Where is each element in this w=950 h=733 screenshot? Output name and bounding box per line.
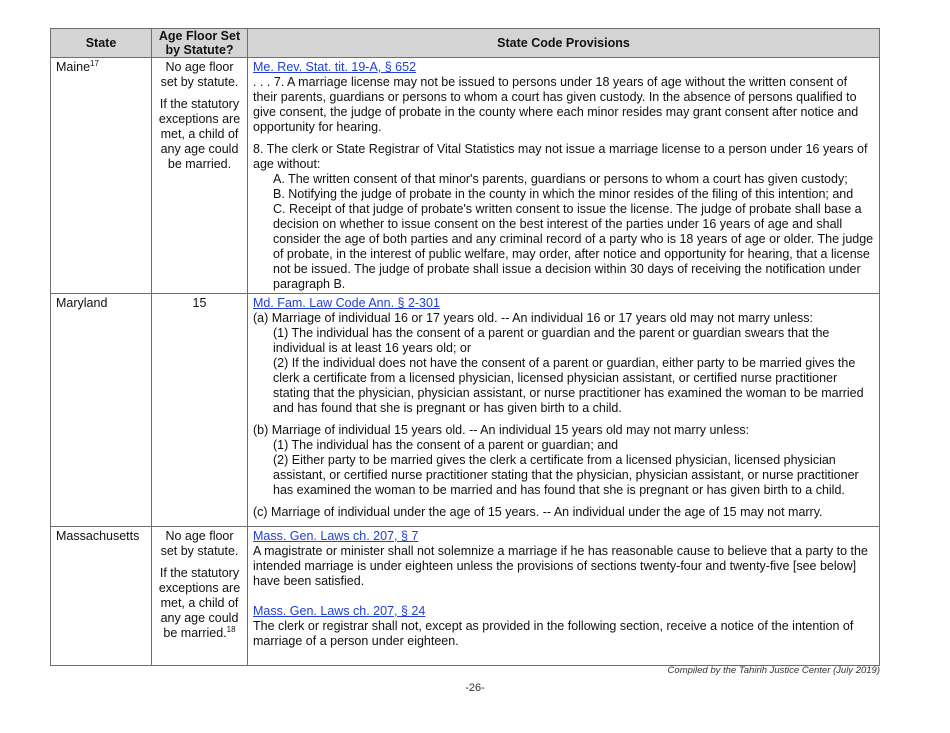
age-floor-exception bbox=[157, 566, 242, 641]
age-floor-exception-text: If the statutory exceptions are met, a child of any age could be married. bbox=[158, 566, 241, 640]
state-cell-massachusetts bbox=[51, 527, 152, 666]
provision-subparagraph: B. Notifying the judge of probate in the county in which the minor resides of the filing of this intention; and bbox=[273, 187, 854, 201]
state-cell-maryland bbox=[51, 294, 152, 527]
table-row-maryland bbox=[51, 294, 880, 527]
age-floor-text: No age floor set by statute. bbox=[160, 60, 239, 89]
provision-paragraph: The clerk or registrar shall not, except as provided in the following section, receive a notice of the intention of marriage of a person under eighteen. bbox=[253, 619, 854, 648]
provision-subparagraph: A. The written consent of that minor's parents, guardians or persons to whom a court has given custody; bbox=[273, 172, 848, 186]
statute-link[interactable]: Mass. Gen. Laws ch. 207, § 24 bbox=[253, 604, 426, 618]
compiled-by-note: Compiled by the Tahirih Justice Center (July 2019) bbox=[667, 665, 880, 676]
age-floor-text: No age floor set by statute. bbox=[160, 529, 239, 558]
statute-link[interactable]: Me. Rev. Stat. tit. 19-A, § 652 bbox=[253, 60, 417, 74]
provision-paragraph: (b) Marriage of individual 15 years old. -- An individual 15 years old may not marry unless: bbox=[253, 423, 750, 437]
age-floor-exception: If the statutory exceptions are met, a child of any age could be married. bbox=[158, 97, 241, 171]
provision-paragraph: A magistrate or minister shall not solemnize a marriage if he has reasonable cause to believe that a party to the intended marriage is under eighteen unless the provisions of sections twenty-four and twenty-five [see below] have been satisfied. bbox=[253, 544, 868, 588]
state-name: Massachusetts bbox=[56, 529, 140, 543]
page-number: -26- bbox=[465, 682, 485, 694]
state-law-table bbox=[50, 28, 880, 666]
state-name: Maine bbox=[56, 60, 91, 74]
provision-subparagraph: (2) If the individual does not have the consent of a parent or guardian, either party to be married gives the clerk a certificate from a licensed physician, licensed physician assistant, or certified nurse practitioner stating that the physician, physician assistant, or nurse practitioner has examined the woman to be married and has found that she is pregnant or has given birth to a child. bbox=[273, 356, 864, 415]
provisions-cell-maine bbox=[248, 58, 880, 294]
header-provisions: State Code Provisions bbox=[248, 29, 880, 58]
footnote-ref[interactable]: 18 bbox=[226, 624, 236, 634]
age-floor-cell-maryland bbox=[152, 294, 248, 527]
table-header-row bbox=[51, 29, 880, 58]
table-row-massachusetts bbox=[51, 527, 880, 666]
age-floor-cell-maine bbox=[152, 58, 248, 294]
header-age-floor: Age Floor Set by Statute? bbox=[152, 29, 248, 58]
state-name: Maryland bbox=[56, 296, 108, 310]
provision-paragraph: (a) Marriage of individual 16 or 17 years old. -- An individual 16 or 17 years old may not marry unless: bbox=[253, 311, 813, 325]
provisions-cell-maryland bbox=[248, 294, 880, 527]
provision-subparagraph: (1) The individual has the consent of a parent or guardian and the parent or guardian swears that the individual is at least 16 years old; or bbox=[273, 326, 830, 355]
statute-link[interactable]: Md. Fam. Law Code Ann. § 2-301 bbox=[253, 296, 440, 310]
statute-link[interactable]: Mass. Gen. Laws ch. 207, § 7 bbox=[253, 529, 419, 543]
provision-paragraph: (c) Marriage of individual under the age of 15 years. -- An individual under the age of 15 may not marry. bbox=[253, 505, 823, 519]
provision-subparagraph: (1) The individual has the consent of a parent or guardian; and bbox=[273, 438, 619, 452]
footnote-ref[interactable]: 17 bbox=[90, 58, 99, 68]
state-cell-maine bbox=[51, 58, 152, 294]
age-floor-text: 15 bbox=[192, 296, 207, 310]
age-floor-cell-massachusetts bbox=[152, 527, 248, 666]
table-row-maine bbox=[51, 58, 880, 294]
provisions-cell-massachusetts bbox=[248, 527, 880, 666]
provision-paragraph: . . . 7. A marriage license may not be issued to persons under 18 years of age without the written consent of their parents, guardians or persons to whom a court has given custody. In the absence of persons qualified to give consent, the judge of probate in the county where each minor resides may grant consent after notice and opportunity for hearing. bbox=[253, 75, 859, 134]
provision-subparagraph: (2) Either party to be married gives the clerk a certificate from a licensed physician, licensed physician assistant, or certified nurse practitioner stating that the physician, physician assistant, or nurse practitioner has examined the woman to be married and has found that she is pregnant or has given birth to a child. bbox=[273, 453, 859, 497]
header-state: State bbox=[51, 29, 152, 58]
provision-subparagraph: C. Receipt of that judge of probate's written consent to issue the license. The judge of probate shall base a decision on whether to issue consent on the best interest of the parties under 16 years of age and shall consider the age of both parties and any criminal record of a party who is 18 years of age or older. The judge of probate, in the interest of public welfare, may order, after notice and opportunity for hearing, that a license not be issued. The judge of probate shall issue a decision within 30 days of receiving the notification under paragraph B. bbox=[273, 202, 874, 291]
provision-paragraph: 8. The clerk or State Registrar of Vital Statistics may not issue a marriage license to a person under 16 years of age without: bbox=[253, 142, 868, 171]
